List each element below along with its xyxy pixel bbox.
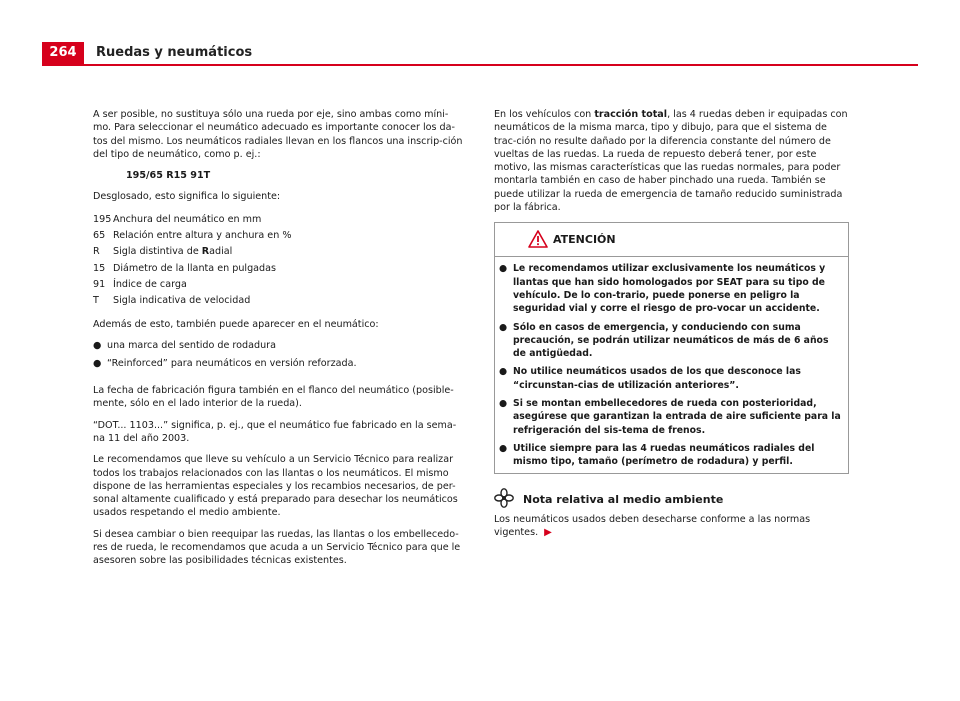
- warning-item: [499, 397, 844, 437]
- warning-triangle-icon: [528, 230, 548, 248]
- warning-item: [499, 442, 844, 469]
- also-intro: Además de esto, también puede aparecer en el neumático:: [93, 318, 379, 330]
- spec-row: [93, 228, 463, 244]
- environment-note-title: Nota relativa al medio ambiente: [523, 492, 724, 506]
- spec-row: [93, 261, 463, 277]
- bullet-dot-icon: ●: [499, 263, 508, 275]
- bullet-dot-icon: ●: [93, 358, 102, 370]
- spec-description: Índice de carga: [113, 278, 187, 290]
- traction-bold: tracción total: [594, 109, 668, 120]
- warning-text: No utilice neumáticos usados de los que desconoce las “circunstan-cias de utilización anteriores”.: [513, 366, 801, 391]
- spec-description: Sigla indicativa de velocidad: [113, 295, 251, 307]
- bullet-text: “Reinforced” para neumáticos en versión reforzada.: [107, 358, 357, 370]
- spec-row: [93, 293, 463, 309]
- marking-bullets: [93, 339, 463, 376]
- spec-description: Relación entre altura y anchura en %: [113, 230, 292, 242]
- warning-title: ATENCIÓN: [553, 233, 616, 247]
- spec-row: [93, 277, 463, 293]
- spec-row: [93, 212, 463, 228]
- dot-paragraph: “DOT... 1103...” significa, p. ej., que el neumático fue fabricado en la sema-na 11 del año 2003.: [93, 419, 457, 444]
- right-column: [494, 108, 849, 547]
- service-paragraph: Le recomendamos que lleve su vehículo a un Servicio Técnico para realizar todos los trabajos relacionados con las llantas o los neumáticos. El mismo dispone de las herramientas especiales y los recambios necesarios, de per-sonal altamente cualificado y está preparado para desechar los neumáticos usados respetando el medio ambiente.: [93, 454, 458, 519]
- left-column: [93, 108, 463, 576]
- page-header: [0, 42, 960, 66]
- warning-box: [494, 222, 849, 473]
- warning-item: [499, 262, 844, 315]
- page-number: 264: [42, 42, 84, 64]
- bullet-dot-icon: ●: [499, 398, 508, 410]
- chapter-title: Ruedas y neumáticos: [96, 45, 253, 60]
- flower-icon: [494, 488, 514, 508]
- spec-code: T: [93, 295, 99, 307]
- warning-item: [499, 365, 844, 392]
- spec-code: 15: [93, 262, 106, 274]
- traction-paragraph: [494, 108, 849, 214]
- bullet-item: [93, 339, 463, 358]
- tire-spec-table: [93, 212, 463, 310]
- environment-note-text: [494, 513, 849, 540]
- traction-text: , las 4 ruedas deben ir equipadas con neumáticos de la misma marca, tipo y dibujo, para que el sistema de trac-ción no resulte dañado por la diferencia constante del número de vueltas de las ruedas. La rueda de repuesto deberá tener, por este motivo, las mismas características que las ruedas normales, para poder montarla también en caso de haber pinchado una rueda. También se puede utilizar la rueda de emergencia de tamaño reducido suministrada por la fábrica.: [494, 109, 848, 214]
- warning-text: Le recomendamos utilizar exclusivamente los neumáticos y llantas que han sido homologados por SEAT para su tipo de vehículo. De lo con-trario, puede ponerse en peligro la seguridad vial y corre el riesgo de pro-vocar un accidente.: [513, 263, 826, 315]
- bullet-dot-icon: ●: [93, 339, 102, 351]
- date-paragraph: La fecha de fabricación figura también en el flanco del neumático (posible-mente, sólo en el lado interior de la rueda).: [93, 385, 454, 410]
- change-paragraph: Si desea cambiar o bien reequipar las ruedas, las llantas o los embellecedo-res de rueda, le recomendamos que acuda a un Servicio Técnico para que le asesoren sobre las posibilidades técnicas existentes.: [93, 528, 461, 567]
- spec-description: Diámetro de la llanta en pulgadas: [113, 262, 277, 274]
- bullet-dot-icon: ●: [499, 366, 508, 378]
- warning-text: Utilice siempre para las 4 ruedas neumáticos radiales del mismo tipo, tamaño (perímetro de rodadura) y perfil.: [513, 442, 815, 468]
- warning-text: Sólo en casos de emergencia, y conduciendo con suma precaución, se podrán utilizar neumáticos de más de 6 años de antigüedad.: [513, 321, 829, 360]
- warning-body: [495, 257, 848, 472]
- environment-note-header: [494, 488, 849, 510]
- spec-description: Anchura del neumático en mm: [113, 213, 262, 225]
- bullet-text: una marca del sentido de rodadura: [107, 339, 276, 351]
- header-rule: [42, 64, 918, 66]
- warning-header: [495, 223, 848, 257]
- spec-code: 65: [93, 230, 106, 242]
- bullet-dot-icon: ●: [499, 442, 508, 454]
- bullet-dot-icon: ●: [499, 321, 508, 333]
- traction-text: En los vehículos con: [494, 109, 595, 120]
- intro-paragraph: A ser posible, no sustituya sólo una rueda por eje, sino ambas como míni-mo. Para seleccionar el neumático adecuado es importante conocer los da-tos del mismo. Los neumáticos radiales llevan en los flancos una inscrip-ción del tipo de neumático, como p. ej.:: [93, 109, 463, 160]
- warning-item: [499, 321, 844, 361]
- tire-code-example: 195/65 R15 91T: [126, 170, 211, 182]
- spec-row: [93, 244, 463, 260]
- continue-arrow-icon: ▶: [544, 526, 552, 538]
- environment-text: Los neumáticos usados deben desecharse conforme a las normas vigentes.: [494, 513, 811, 538]
- warning-text: Si se montan embellecedores de rueda con posterioridad, asegúrese que garantizan la entrada de aire suficiente para la refrigeración del sis-tema de frenos.: [513, 398, 841, 436]
- bullet-item: [93, 357, 463, 376]
- spec-code: R: [93, 246, 100, 258]
- breakdown-intro: Desglosado, esto significa lo siguiente:: [93, 191, 281, 203]
- spec-code: 195: [93, 213, 112, 225]
- spec-description: Sigla distintiva de Radial: [113, 246, 233, 258]
- spec-code: 91: [93, 278, 106, 290]
